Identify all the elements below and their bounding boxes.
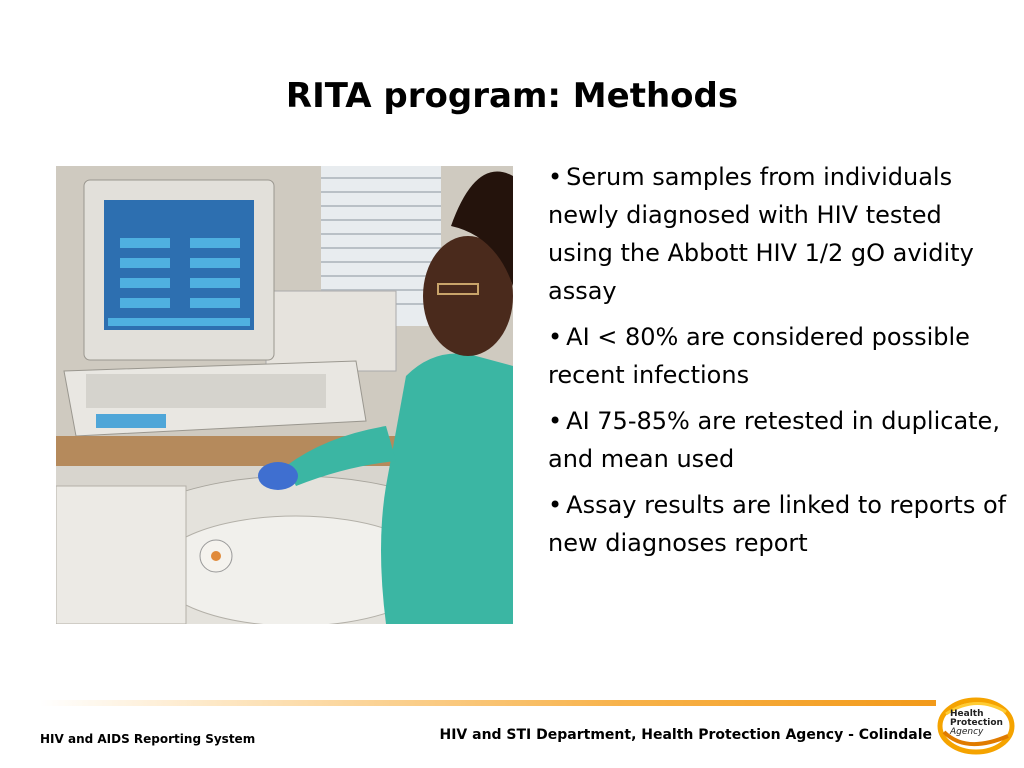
bullet-item (548, 158, 1010, 310)
bullet-item (548, 402, 1010, 478)
lab-photo-illustration (56, 166, 513, 624)
footer-system-name: HIV and AIDS Reporting System (40, 732, 256, 746)
bullet-symbol: • (548, 323, 563, 351)
footer-divider (40, 700, 936, 706)
logo-line-agency: Agency (950, 727, 984, 737)
bullet-symbol: • (548, 491, 563, 519)
logo-line-protection: Protection (950, 718, 1003, 728)
lab-photo (56, 166, 513, 624)
bullet-list (548, 158, 1010, 570)
bullet-text: AI 75-85% are retested in duplicate, and mean used (548, 407, 1000, 473)
hpa-logo-text (950, 710, 1003, 737)
slide-title: RITA program: Methods (285, 76, 739, 116)
bullet-text: Assay results are linked to reports of new diagnoses report (548, 491, 1007, 557)
hpa-logo (936, 696, 1016, 756)
logo-line-health: Health (950, 709, 984, 719)
bullet-item (548, 486, 1010, 562)
bullet-text: AI < 80% are considered possible recent infections (548, 323, 970, 389)
bullet-item (548, 318, 1010, 394)
bullet-symbol: • (548, 407, 563, 435)
bullet-symbol: • (548, 163, 563, 191)
footer-department: HIV and STI Department, Health Protection Agency - Colindale (439, 727, 932, 743)
bullet-text: Serum samples from individuals newly diagnosed with HIV tested using the Abbott HIV 1/2 gO avidity assay (548, 163, 974, 305)
